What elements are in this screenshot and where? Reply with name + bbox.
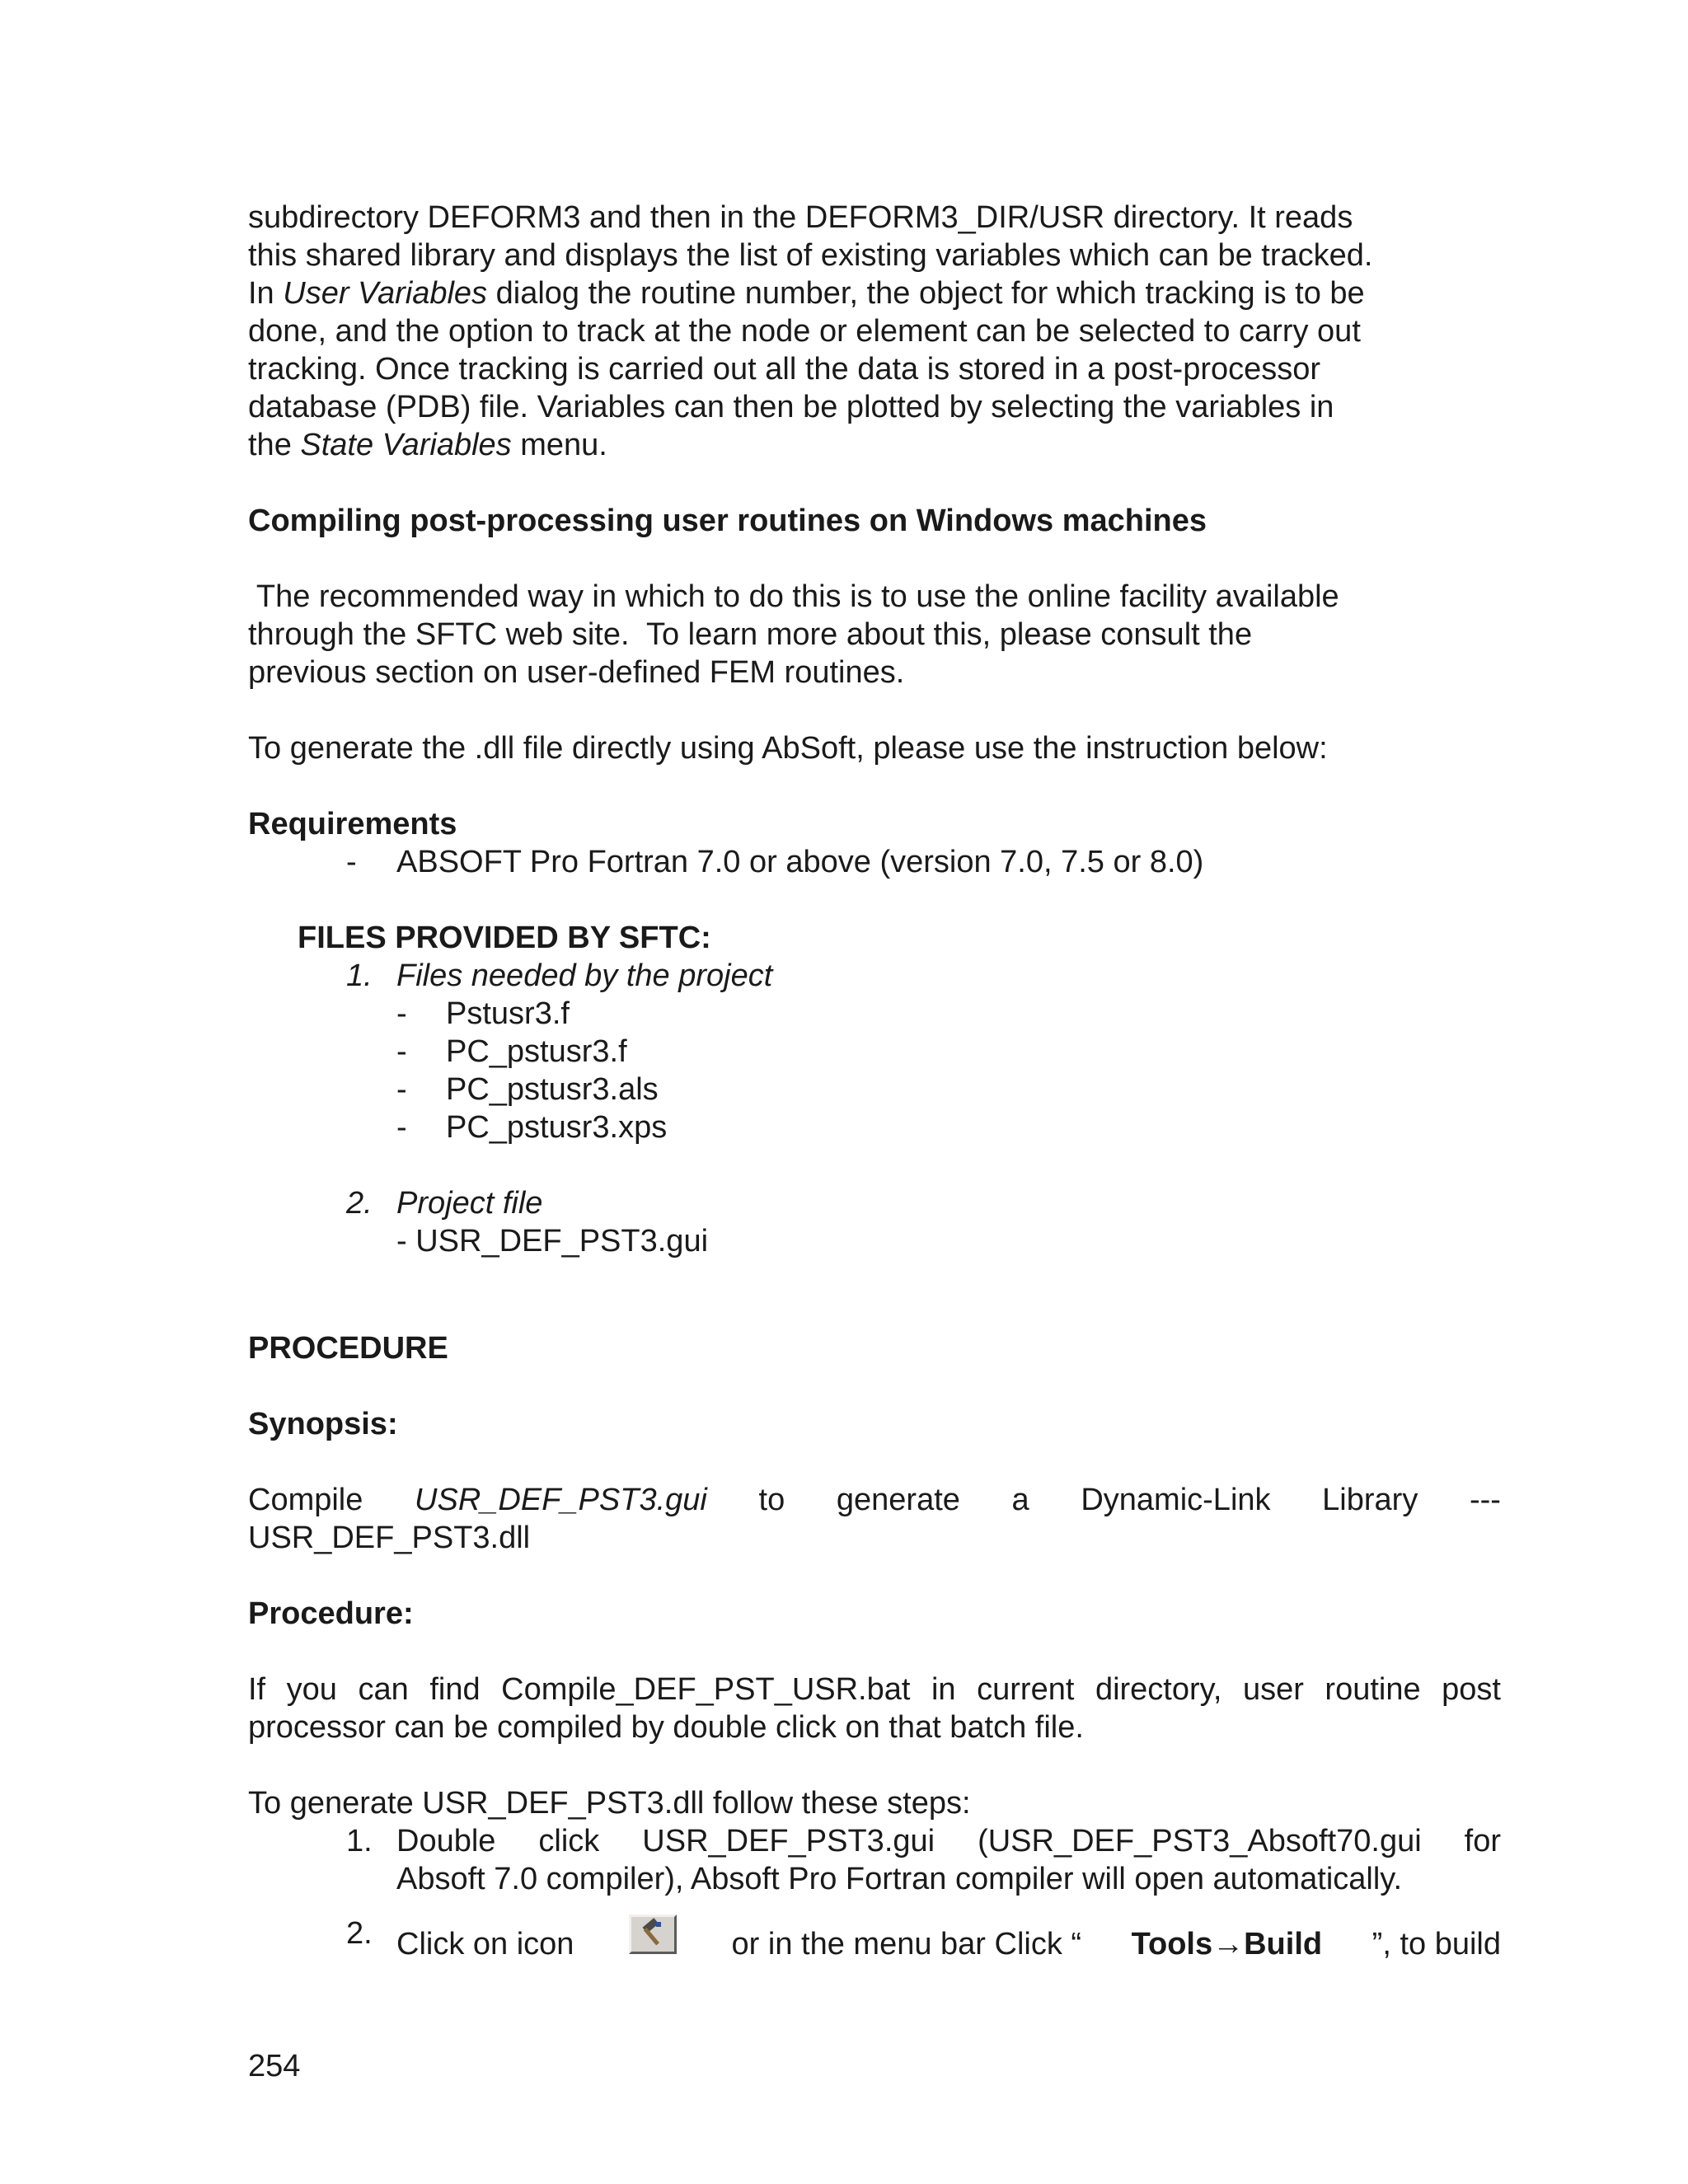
text-run: to bbox=[758, 1483, 785, 1517]
text-run: ”, to build bbox=[1372, 1927, 1501, 1961]
text-line: Absoft 7.0 compiler), Absoft Pro Fortran compiler will open automatically. bbox=[396, 1862, 1403, 1896]
text-line: subdirectory DEFORM3 and then in the DEFORM3_DIR/USR directory. It reads bbox=[248, 200, 1353, 235]
step-1-text bbox=[396, 1822, 1501, 1898]
intro-paragraph bbox=[248, 199, 1501, 464]
list-dash: - bbox=[396, 996, 407, 1031]
text-line bbox=[396, 1915, 1501, 1963]
text-line: processor can be compiled by double click on that batch file. bbox=[248, 1710, 1084, 1745]
list-dash: - bbox=[396, 1110, 407, 1145]
text-run: --- bbox=[1469, 1483, 1501, 1517]
text-line bbox=[248, 426, 1501, 464]
list-number: 2. bbox=[346, 1186, 373, 1221]
text-run: generate bbox=[836, 1483, 960, 1517]
text-line: this shared library and displays the list of existing variables which can be tracked. bbox=[248, 238, 1373, 273]
text-run: a bbox=[1011, 1483, 1029, 1517]
batch-paragraph bbox=[248, 1671, 1501, 1746]
text-line: through the SFTC web site. To learn more about this, please consult the bbox=[248, 617, 1253, 652]
list-number: 1. bbox=[346, 958, 373, 993]
text-run: Compile bbox=[248, 1483, 363, 1517]
synopsis-heading: Synopsis: bbox=[248, 1407, 398, 1441]
step-2-text bbox=[396, 1915, 1501, 1963]
user-variables-term: User Variables bbox=[283, 276, 488, 311]
text-line: done, and the option to track at the node or element can be selected to carry out bbox=[248, 314, 1361, 349]
text-line: Double click USR_DEF_PST3.gui (USR_DEF_PST3_Absoft70.gui for bbox=[396, 1824, 1501, 1858]
text-line: If you can find Compile_DEF_PST_USR.bat in current directory, user routine post bbox=[248, 1672, 1501, 1707]
files-heading: FILES PROVIDED BY SFTC: bbox=[298, 921, 711, 955]
list-dash: - bbox=[346, 845, 357, 879]
build-hammer-icon bbox=[629, 1915, 677, 1954]
state-variables-term: State Variables bbox=[300, 428, 512, 462]
procedure-heading: PROCEDURE bbox=[248, 1331, 448, 1366]
text-line: database (PDB) file. Variables can then be plotted by selecting the variables in bbox=[248, 390, 1334, 424]
file-name: PC_pstusr3.als bbox=[446, 1072, 659, 1107]
file-name: PC_pstusr3.xps bbox=[446, 1110, 668, 1145]
file-name: PC_pstusr3.f bbox=[446, 1034, 627, 1069]
generate-instruction: To generate the .dll file directly using AbSoft, please use the instruction below: bbox=[248, 731, 1328, 766]
procedure-subheading: Procedure: bbox=[248, 1596, 414, 1631]
steps-intro: To generate USR_DEF_PST3.dll follow these steps: bbox=[248, 1786, 971, 1821]
text-run: Click on icon bbox=[396, 1927, 574, 1961]
text-run: dialog the routine number, the object for which tracking is to be bbox=[487, 276, 1365, 311]
list-number: 2. bbox=[346, 1916, 373, 1951]
section-heading-compiling: Compiling post-processing user routines on Windows machines bbox=[248, 504, 1207, 538]
page-number: 254 bbox=[248, 2049, 301, 2083]
recommend-paragraph bbox=[248, 578, 1501, 691]
text-run: In bbox=[248, 276, 284, 311]
text-run: the bbox=[248, 428, 301, 462]
list-dash: - bbox=[396, 1072, 407, 1107]
text-run: menu. bbox=[511, 428, 607, 462]
text-line: The recommended way in which to do this is to use the online facility available bbox=[248, 579, 1339, 614]
list-number: 1. bbox=[346, 1824, 373, 1858]
file-name: Pstusr3.f bbox=[446, 996, 570, 1031]
list-dash: - bbox=[396, 1034, 407, 1069]
tools-build-menu-path: Tools→Build bbox=[1131, 1927, 1323, 1961]
text-line bbox=[248, 274, 1501, 312]
project-file-name: - USR_DEF_PST3.gui bbox=[396, 1224, 709, 1258]
project-file-label: Project file bbox=[396, 1186, 543, 1221]
text-line: tracking. Once tracking is carried out all the data is stored in a post-processor bbox=[248, 352, 1321, 387]
text-run: Library bbox=[1322, 1483, 1418, 1517]
text-run: or in the menu bar Click “ bbox=[731, 1927, 1082, 1961]
text-line: USR_DEF_PST3.dll bbox=[248, 1521, 531, 1555]
files-needed-label: Files needed by the project bbox=[396, 958, 773, 993]
text-run: Dynamic-Link bbox=[1081, 1483, 1271, 1517]
text-line: previous section on user-defined FEM routines. bbox=[248, 655, 905, 690]
synopsis-text bbox=[248, 1481, 1501, 1557]
gui-file-term: USR_DEF_PST3.gui bbox=[415, 1483, 707, 1517]
text-line bbox=[248, 1481, 1501, 1519]
requirements-heading: Requirements bbox=[248, 807, 457, 841]
requirement-item: ABSOFT Pro Fortran 7.0 or above (version 7.0, 7.5 or 8.0) bbox=[396, 845, 1204, 879]
